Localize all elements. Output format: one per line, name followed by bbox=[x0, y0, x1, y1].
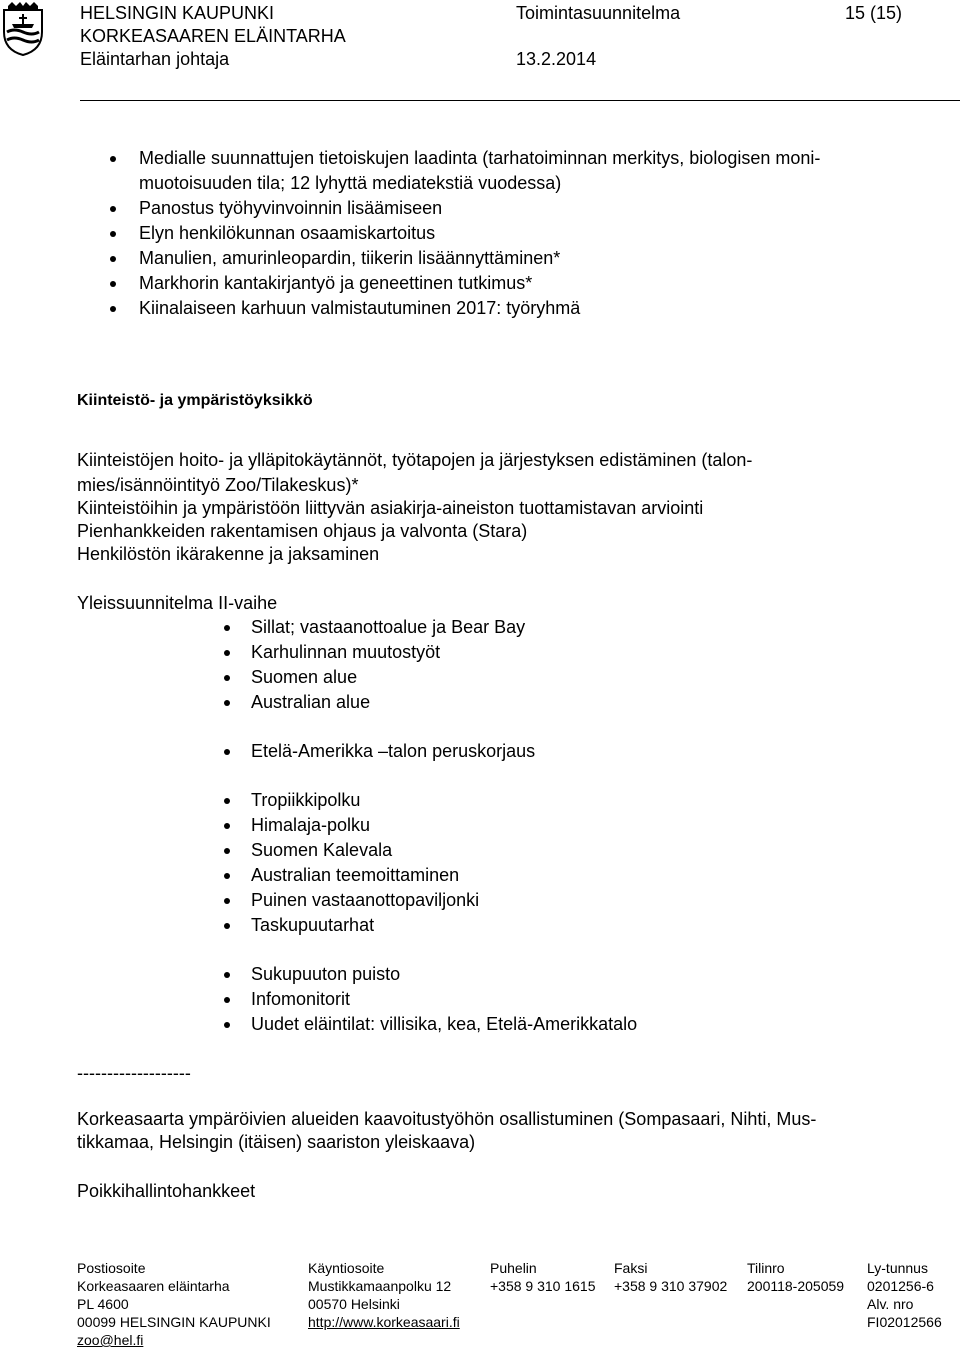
list-item-text: Australian teemoittaminen bbox=[251, 865, 460, 885]
zoning-paragraph-line1: Korkeasaarta ympäröivien alueiden kaavoitustyöhön osallistuminen (Sompasaari, Nihti, Mus- bbox=[77, 1109, 817, 1129]
list-item-text: Infomonitorit bbox=[251, 989, 351, 1009]
paragraph-line: Henkilöstön ikärakenne ja jaksaminen bbox=[77, 544, 380, 564]
footer-visit-heading: Käyntiosoite bbox=[308, 1260, 385, 1276]
list-item-text: Tropiikkipolku bbox=[251, 790, 361, 810]
bullet-icon bbox=[224, 823, 230, 829]
cross-admin-title: Poikkihallintohankkeet bbox=[77, 1181, 256, 1201]
bullet-icon bbox=[224, 675, 230, 681]
coat-of-arms-logo bbox=[2, 2, 44, 56]
bullet-icon bbox=[110, 256, 116, 262]
list-item-text: Karhulinnan muutostyöt bbox=[251, 642, 441, 662]
bullet-icon bbox=[110, 206, 116, 212]
list-item-text: Medialle suunnattujen tietoiskujen laadinta (tarhatoiminnan merkitys, biologisen moni- bbox=[139, 148, 821, 168]
footer-business-id: 0201256-6 bbox=[867, 1278, 934, 1294]
footer-vat-heading: Alv. nro bbox=[867, 1296, 914, 1312]
footer-fax-heading: Faksi bbox=[614, 1260, 648, 1276]
footer-vat: FI02012566 bbox=[867, 1314, 942, 1330]
footer-website-link[interactable]: http://www.korkeasaari.fi bbox=[308, 1314, 460, 1330]
list-item-text: Markhorin kantakirjantyö ja geneettinen tutkimus* bbox=[139, 273, 533, 293]
list-item-text: Himalaja-polku bbox=[251, 815, 371, 835]
list-item-text: Manulien, amurinleopardin, tiikerin lisäännyttäminen* bbox=[139, 248, 561, 268]
bullet-icon bbox=[110, 306, 116, 312]
footer-account: 200118-205059 bbox=[747, 1278, 845, 1294]
separator-dashes: ------------------- bbox=[77, 1063, 191, 1083]
footer-postal-heading: Postiosoite bbox=[77, 1260, 146, 1276]
bullet-icon bbox=[224, 798, 230, 804]
bullet-icon bbox=[110, 156, 116, 162]
footer-fax: +358 9 310 37902 bbox=[614, 1278, 728, 1294]
footer-email-link[interactable]: zoo@hel.fi bbox=[77, 1332, 144, 1348]
footer-postal-line: Korkeasaaren eläintarha bbox=[77, 1278, 230, 1294]
footer-business-id-heading: Ly-tunnus bbox=[867, 1260, 928, 1276]
bullet-icon bbox=[224, 997, 230, 1003]
footer-postal-line: PL 4600 bbox=[77, 1296, 129, 1312]
list-item-text: Uudet eläintilat: villisika, kea, Etelä-Amerikkatalo bbox=[251, 1014, 638, 1034]
page-number: 15 (15) bbox=[845, 3, 903, 23]
list-item-text: Panostus työhyvinvoinnin lisäämiseen bbox=[139, 198, 443, 218]
plan-title: Yleissuunnitelma II-vaihe bbox=[77, 593, 278, 613]
bullet-icon bbox=[224, 650, 230, 656]
bullet-icon bbox=[224, 848, 230, 854]
footer-visit-line: 00570 Helsinki bbox=[308, 1296, 400, 1312]
bullet-icon bbox=[110, 231, 116, 237]
bullet-icon bbox=[224, 700, 230, 706]
footer-phone: +358 9 310 1615 bbox=[490, 1278, 596, 1294]
footer-postal-line: 00099 HELSINGIN KAUPUNKI bbox=[77, 1314, 271, 1330]
list-item-text-cont: muotoisuuden tila; 12 lyhyttä mediatekstiä vuodessa) bbox=[139, 173, 562, 193]
list-item-text: Suomen alue bbox=[251, 667, 358, 687]
document-date: 13.2.2014 bbox=[516, 49, 597, 69]
bullet-icon bbox=[224, 873, 230, 879]
document-title: Toimintasuunnitelma bbox=[516, 3, 681, 23]
org-unit: KORKEASAAREN ELÄINTARHA bbox=[80, 26, 346, 46]
list-item-text: Australian alue bbox=[251, 692, 371, 712]
list-item-text: Etelä-Amerikka –talon peruskorjaus bbox=[251, 741, 536, 761]
list-item-text: Puinen vastaanottopaviljonki bbox=[251, 890, 480, 910]
footer-account-heading: Tilinro bbox=[747, 1260, 785, 1276]
list-item-text: Elyn henkilökunnan osaamiskartoitus bbox=[139, 223, 436, 243]
bullet-icon bbox=[110, 281, 116, 287]
bullet-icon bbox=[224, 898, 230, 904]
paragraph-line: Kiinteistöihin ja ympäristöön liittyvän asiakirja-aineiston tuottamistavan arviointi bbox=[77, 498, 704, 518]
zoning-paragraph-line2: tikkamaa, Helsingin (itäisen) saariston yleiskaava) bbox=[77, 1132, 476, 1152]
bullet-icon bbox=[224, 1022, 230, 1028]
list-item-text: Suomen Kalevala bbox=[251, 840, 393, 860]
list-item-text: Sukupuuton puisto bbox=[251, 964, 401, 984]
author-role: Eläintarhan johtaja bbox=[80, 49, 230, 69]
footer-visit-line: Mustikkamaanpolku 12 bbox=[308, 1278, 452, 1294]
section-heading: Kiinteistö- ja ympäristöyksikkö bbox=[77, 392, 313, 409]
paragraph-line bbox=[77, 448, 752, 473]
paragraph-line: mies/isännöintityö Zoo/Tilakeskus)* bbox=[77, 475, 359, 495]
footer-phone-heading: Puhelin bbox=[490, 1260, 537, 1276]
bullet-icon bbox=[224, 749, 230, 755]
list-item-text: Sillat; vastaanottoalue ja Bear Bay bbox=[251, 617, 526, 637]
bullet-icon bbox=[224, 972, 230, 978]
bullet-icon bbox=[224, 923, 230, 929]
list-item-text: Kiinalaiseen karhuun valmistautuminen 2017: työryhmä bbox=[139, 298, 581, 318]
paragraph-line: Pienhankkeiden rakentamisen ohjaus ja valvonta (Stara) bbox=[77, 521, 528, 541]
header-rule bbox=[80, 100, 960, 101]
bullet-icon bbox=[224, 625, 230, 631]
paragraph-text: Kiinteistöjen hoito- ja ylläpitokäytännöt, työtapojen ja järjestyksen edistäminen (talon- bbox=[77, 450, 753, 470]
list-item-text: Taskupuutarhat bbox=[251, 915, 375, 935]
org-name: HELSINGIN KAUPUNKI bbox=[80, 3, 275, 23]
